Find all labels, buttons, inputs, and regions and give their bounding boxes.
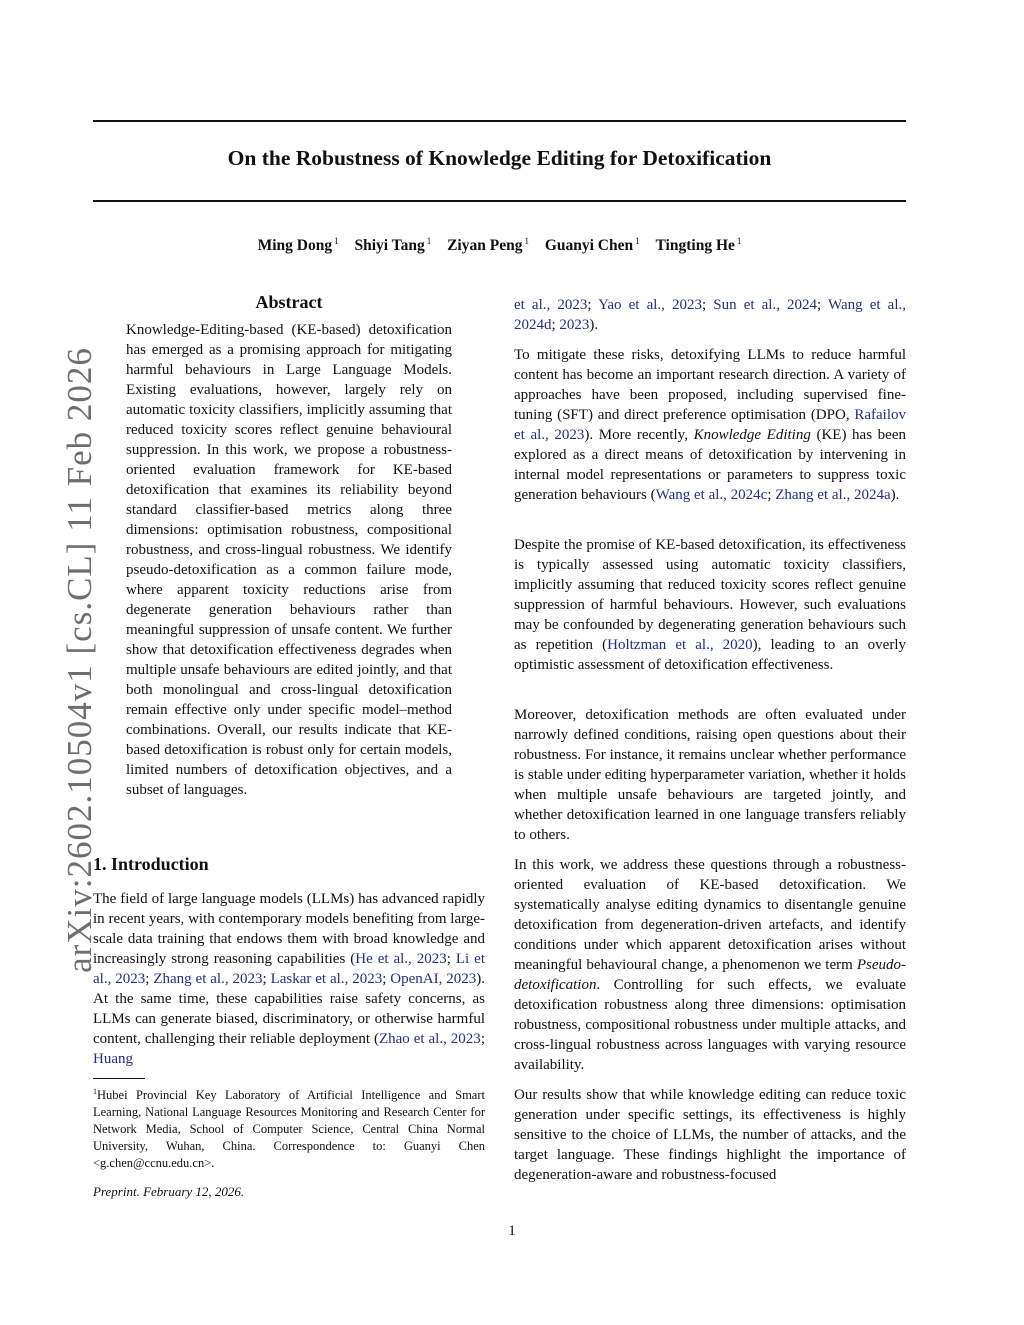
paragraph-text: . Controlling for such effects, we evaluate detoxification robustness along three dimensions: optimisation robustness, compositional robustness under multiple attacks, and cross-lingual robustness across languages with varying resource availability. bbox=[514, 977, 906, 1073]
paragraph-text: ), leading to an overly optimistic assessment of detoxification effectiveness. bbox=[514, 637, 906, 673]
citation-link[interactable]: Zhang et al., 2023 bbox=[153, 971, 263, 987]
page-number: 1 bbox=[508, 1223, 516, 1239]
paragraph-text: ). More recently, bbox=[584, 427, 694, 443]
paragraph-text: Despite the promise of KE-based detoxification, its effectiveness is typically assessed using automatic toxicity classifiers, implicitly assuming that reduced toxicity scores reflect genuine suppression of harmful behaviours. However, such evaluations may be confounded by degenerating generation behaviours such as repetition ( bbox=[514, 537, 906, 653]
author-name: Ziyan Peng bbox=[447, 237, 523, 255]
citation-link[interactable]: Huang bbox=[93, 1051, 133, 1067]
abstract-text: Knowledge-Editing-based (KE-based) detoxification has emerged as a promising approach for mitigating harmful behaviours in Large Language Models. Existing evaluations, however, largely rely on automatic toxicity classifiers, implicitly assuming that reduced toxicity scores reflect genuine behavioural suppression. In this work, we propose a robustness-oriented evaluation framework for KE-based detoxification that examines its reliability beyond standard classifier-based metrics along three dimensions: optimisation robustness, compositional robustness, and cross-lingual robustness. We identify pseudo-detoxification as a common failure mode, where apparent toxicity reductions arise from degenerate generation behaviours rather than meaningful suppression of unsafe content. We further show that detoxification effectiveness degrades when multiple unsafe behaviours are edited jointly, and that both monolingual and cross-lingual detoxification remain effective only under specific model–method combinations. Overall, our results indicate that KE-based detoxification is robust only for certain models, limited numbers of detoxification objectives, and a subset of languages. bbox=[126, 322, 452, 798]
author-affiliation-mark: 1 bbox=[426, 236, 432, 246]
paragraph-text: ). At the same time, these capabilities raise safety concerns, as LLMs can generate biased, discriminatory, or otherwise harmful content, challenging their reliable deployment ( bbox=[93, 971, 486, 1047]
citation-link[interactable]: Sun et al., 2024 bbox=[713, 297, 818, 313]
citation-link[interactable]: Zhang et al., 2024a bbox=[775, 487, 891, 503]
author bbox=[447, 237, 529, 254]
intro-paragraph-6: Our results show that while knowledge editing can reduce toxic generation under specific settings, its effectiveness is highly sensitive to the choice of LLMs, the number of attacks, and the target language. These findings highlight the importance of degeneration-aware and robustness-focused bbox=[514, 1087, 906, 1183]
citation-link[interactable]: 2023 bbox=[559, 317, 590, 333]
citation-link[interactable]: He et al., 2023 bbox=[355, 951, 447, 967]
paragraph-text: ). bbox=[890, 487, 900, 503]
footnote-mark: 1 bbox=[93, 1087, 97, 1096]
intro-paragraph-2: To mitigate these risks, detoxifying LLMs to reduce harmful content has become an important research direction. A variety of approaches have been proposed, including supervised fine-tuning (SFT) and direct preference optimisation (DPO, Rafailov et al., 2023). More recently, Knowledge Editing (KE) has been explored as a direct means of detoxification by intervening in internal model representations or parameters to suppress toxic generation behaviours (Wang et al., 2024c; Zhang et al., 2024a). bbox=[514, 347, 906, 503]
author-affiliation-mark: 1 bbox=[524, 236, 529, 246]
citation-link[interactable]: Yao et al., 2023 bbox=[598, 297, 702, 313]
author bbox=[354, 237, 431, 254]
emphasis-term: Knowledge Editing bbox=[693, 427, 811, 443]
citation-link[interactable]: Wang et al., 2024c bbox=[655, 487, 768, 503]
citation-link[interactable]: Laskar et al., 2023 bbox=[270, 971, 383, 987]
author bbox=[258, 237, 339, 254]
citation-link[interactable]: Li et al., 2023 bbox=[93, 951, 486, 987]
intro-paragraph-1: The field of large language models (LLMs) has advanced rapidly in recent years, with contemporary models benefiting from large-scale data training that endows them with broad knowledge and increasingly strong reasoning capabilities (He et al., 2023; Li et al., 2023; Zhang et al., 2023; Laskar et al., 2023; OpenAI, 2023). At the same time, these capabilities raise safety concerns, as LLMs can generate biased, discriminatory, or otherwise harmful content, challenging their reliable deployment (Zhao et al., 2023; Huang bbox=[93, 891, 486, 1067]
footnote-text: Hubei Provincial Key Laboratory of Artificial Intelligence and Smart Learning, National Language Resources Monitoring and Research Center for Network Media, School of Computer Science, Central China Normal University, Wuhan, China. Correspondence to: Guanyi Chen <g.chen@ccnu.edu.cn>. bbox=[93, 1088, 485, 1171]
intro-paragraph-1-continued: et al., 2023; Yao et al., 2023; Sun et al., 2024; Wang et al., 2024d; 2023). bbox=[514, 297, 907, 333]
intro-paragraph-5 bbox=[514, 855, 906, 1075]
author-affiliation-mark: 1 bbox=[334, 236, 339, 246]
preprint-notice: Preprint. February 12, 2026. bbox=[93, 1184, 245, 1199]
author-affiliation-mark: 1 bbox=[736, 236, 742, 246]
author-name: Guanyi Chen bbox=[544, 237, 634, 255]
intro-paragraph-3 bbox=[514, 535, 906, 675]
citation-link[interactable]: et al., 2023 bbox=[514, 297, 588, 313]
arxiv-identifier-stamp[interactable]: arXiv:2602.10504v1 [cs.CL] 11 Feb 2026 bbox=[60, 347, 99, 973]
author-name: Ming Dong bbox=[257, 237, 333, 255]
title-rule-bottom bbox=[93, 200, 906, 202]
paragraph-text: (KE) has been explored as a direct means of detoxification by intervening in internal model representations or parameters to suppress toxic generation behaviours ( bbox=[514, 427, 906, 503]
author-list bbox=[93, 236, 906, 255]
paragraph-text: ). bbox=[589, 317, 599, 333]
paragraph-text: In this work, we address these questions through a robustness-oriented evaluation of KE-based detoxification. We systematically analyse editing dynamics to disentangle genuine detoxification from degeneration-driven artefacts, and identify conditions under which apparent detoxification arises without meaningful behavioural change, a phenomenon we term bbox=[514, 857, 906, 973]
author-name: Tingting He bbox=[655, 237, 735, 255]
emphasis-term: Pseudo-detoxification bbox=[514, 957, 906, 993]
citation-link[interactable]: Zhao et al., 2023 bbox=[378, 1031, 481, 1047]
affiliation-footnote bbox=[93, 1083, 485, 1172]
citation-link[interactable]: Wang et al., 2024d bbox=[514, 297, 907, 333]
citation-link[interactable]: Rafailov et al., 2023 bbox=[514, 407, 906, 443]
paper-title: On the Robustness of Knowledge Editing for Detoxification bbox=[227, 146, 772, 170]
paragraph-text: The field of large language models (LLMs) has advanced rapidly in recent years, with contemporary models benefiting from large-scale data training that endows them with broad knowledge and increasingly strong reasoning capabilities ( bbox=[93, 891, 485, 967]
introduction-heading: 1. Introduction bbox=[93, 854, 209, 874]
author-affiliation-mark: 1 bbox=[635, 236, 640, 246]
citation-link[interactable]: OpenAI, 2023 bbox=[390, 971, 477, 987]
abstract-heading: Abstract bbox=[255, 292, 323, 312]
author-name: Shiyi Tang bbox=[354, 237, 425, 255]
paragraph-text: To mitigate these risks, detoxifying LLMs to reduce harmful content has become an important research direction. A variety of approaches have been proposed, including supervised fine-tuning (SFT) and direct preference optimisation (DPO, bbox=[514, 347, 906, 423]
footnote-rule bbox=[93, 1078, 145, 1079]
author bbox=[545, 237, 640, 254]
citation-link[interactable]: Holtzman et al., 2020 bbox=[607, 637, 753, 653]
intro-paragraph-4: Moreover, detoxification methods are often evaluated under narrowly defined conditions, raising open questions about their robustness. For instance, it remains unclear whether performance is stable under editing hyperparameter variation, whether it holds when multiple unsafe behaviours are targeted jointly, and whether detoxification learned in one language transfers reliably to others. bbox=[514, 707, 906, 843]
author bbox=[656, 237, 742, 254]
title-rule-top bbox=[93, 120, 906, 122]
